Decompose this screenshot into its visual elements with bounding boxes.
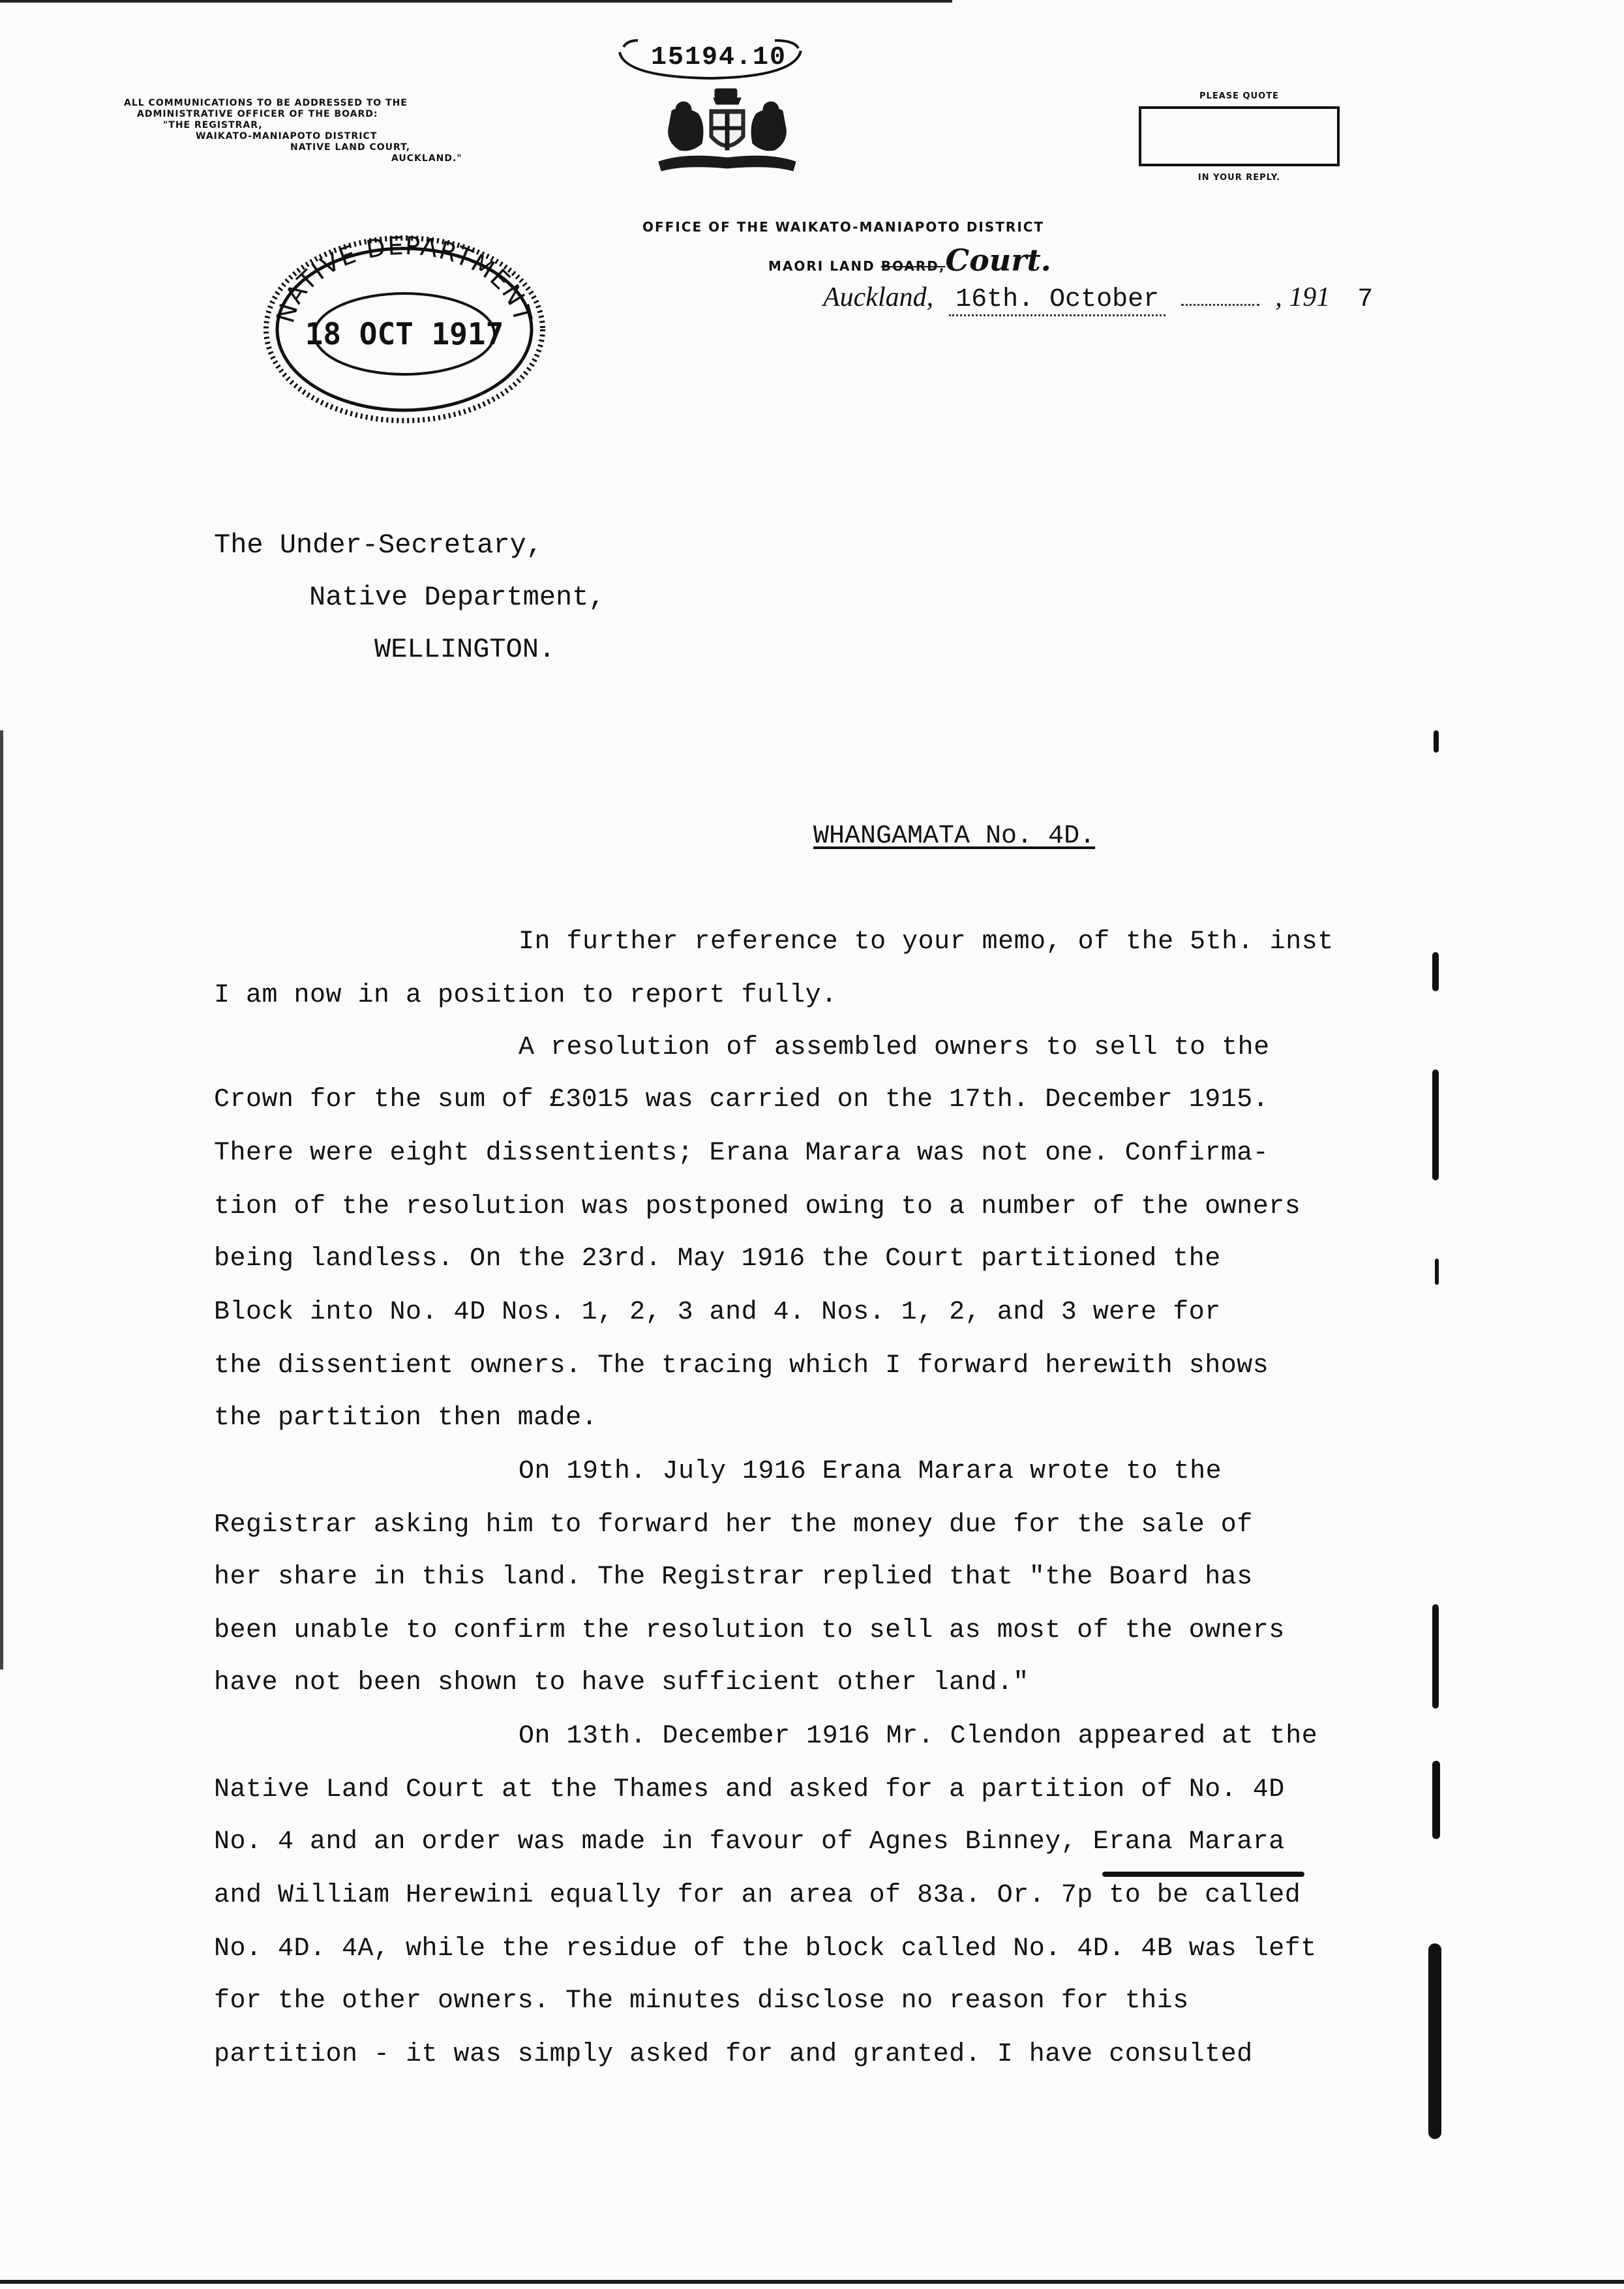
body-line: tion of the resolution was postponed owing to a number of the owners xyxy=(214,1192,1301,1221)
date-day-month: 16th. October xyxy=(949,285,1165,316)
page-bottom-edge xyxy=(0,2280,1624,2284)
body-line: being landless. On the 23rd. May 1916 the Court partitioned the xyxy=(214,1244,1221,1274)
binding-edge-marks-icon xyxy=(1415,704,1454,2172)
letterhead-address xyxy=(124,98,489,164)
body-line: Registrar asking him to forward her the money due for the sale of xyxy=(214,1510,1253,1540)
body-line: the partition then made. xyxy=(214,1403,598,1433)
body-line: Native Land Court at the Thames and asked for a partition of No. 4D xyxy=(214,1775,1285,1804)
body-line: No. 4 and an order was made in favour of Agnes Binney, Erana Marara xyxy=(214,1827,1285,1857)
date-year-typed: 7 xyxy=(1357,285,1374,314)
body-line: Crown for the sum of £3015 was carried on the 17th. December 1915. xyxy=(214,1085,1269,1115)
body-line: for the other owners. The minutes disclose no reason for this xyxy=(214,1986,1189,2016)
body-line: the dissentient owners. The tracing which I forward herewith shows xyxy=(214,1351,1269,1381)
page-top-edge xyxy=(0,0,952,3)
body-line: In further reference to your memo, of the 5th. inst xyxy=(519,927,1334,957)
recipient-line-3: WELLINGTON. xyxy=(374,634,556,665)
page-left-edge xyxy=(0,730,3,1669)
address-line: ALL COMMUNICATIONS TO BE ADDRESSED TO THE xyxy=(124,98,408,108)
handwritten-correction: Court. xyxy=(945,243,1051,278)
svg-text:NATIVE DEPARTMENT xyxy=(271,232,537,326)
office-line-1 xyxy=(642,219,1044,235)
recipient-line-2: Native Department, xyxy=(309,582,605,613)
date-place: Auckland, xyxy=(823,282,934,312)
subject-heading: WHANGAMATA No. 4D. xyxy=(813,822,1096,851)
body-line: been unable to confirm the resolution to sell as most of the owners xyxy=(214,1616,1285,1645)
body-line: partition - it was simply asked for and granted. I have consulted xyxy=(214,2040,1253,2069)
stamp-department: NATIVE DEPARTMENT xyxy=(271,231,538,326)
please-quote-label: PLEASE QUOTE xyxy=(1199,91,1279,101)
handwritten-underline xyxy=(1102,1872,1304,1877)
body-line: On 13th. December 1916 Mr. Clendon appeared at the xyxy=(519,1722,1318,1751)
body-line: Block into No. 4D Nos. 1, 2, 3 and 4. Nos. 1, 2, and 3 were for xyxy=(214,1298,1221,1327)
reference-text: 15194.10 xyxy=(651,43,787,72)
address-line: NATIVE LAND COURT, xyxy=(290,142,411,153)
stamp-date: 18 OCT 1917 xyxy=(305,316,504,352)
body-line: On 19th. July 1916 Erana Marara wrote to the xyxy=(519,1457,1222,1486)
address-line: WAIKATO-MANIAPOTO DISTRICT xyxy=(196,131,378,142)
address-line: ADMINISTRATIVE OFFICER OF THE BOARD: xyxy=(137,109,378,119)
address-line: AUCKLAND." xyxy=(391,153,462,164)
office-line-2 xyxy=(768,243,1051,278)
body-line: A resolution of assembled owners to sell to the xyxy=(519,1033,1270,1062)
struck-word: BOARD, xyxy=(880,258,946,274)
body-line: and William Herewini equally for an area of 83a. Or. 7p to be called xyxy=(214,1881,1301,1910)
coat-of-arms-icon xyxy=(646,85,809,183)
received-stamp xyxy=(248,215,561,430)
body-line: There were eight dissentients; Erana Marara was not one. Confirma- xyxy=(214,1139,1269,1168)
body-line: No. 4D. 4A, while the residue of the block called No. 4D. 4B was left xyxy=(214,1934,1317,1964)
office-text: OFFICE OF THE WAIKATO-MANIAPOTO DISTRICT xyxy=(642,219,1045,235)
date-dot-leader xyxy=(1181,297,1259,306)
recipient-line-1: The Under-Secretary, xyxy=(214,530,543,561)
please-quote-box xyxy=(1135,91,1344,183)
date-line xyxy=(823,282,1373,314)
date-year-printed: , 191 xyxy=(1275,282,1331,312)
body-line: I am now in a position to report fully. xyxy=(214,981,837,1010)
body-line: her share in this land. The Registrar replied that "the Board has xyxy=(214,1563,1253,1592)
quote-reference-field xyxy=(1139,106,1340,166)
office-text: MAORI LAND xyxy=(768,258,875,274)
file-reference-number xyxy=(612,38,807,83)
body-line: have not been shown to have sufficient other land." xyxy=(214,1668,1029,1698)
address-line: "THE REGISTRAR, xyxy=(163,120,263,130)
in-your-reply-label: IN YOUR REPLY. xyxy=(1197,173,1281,183)
